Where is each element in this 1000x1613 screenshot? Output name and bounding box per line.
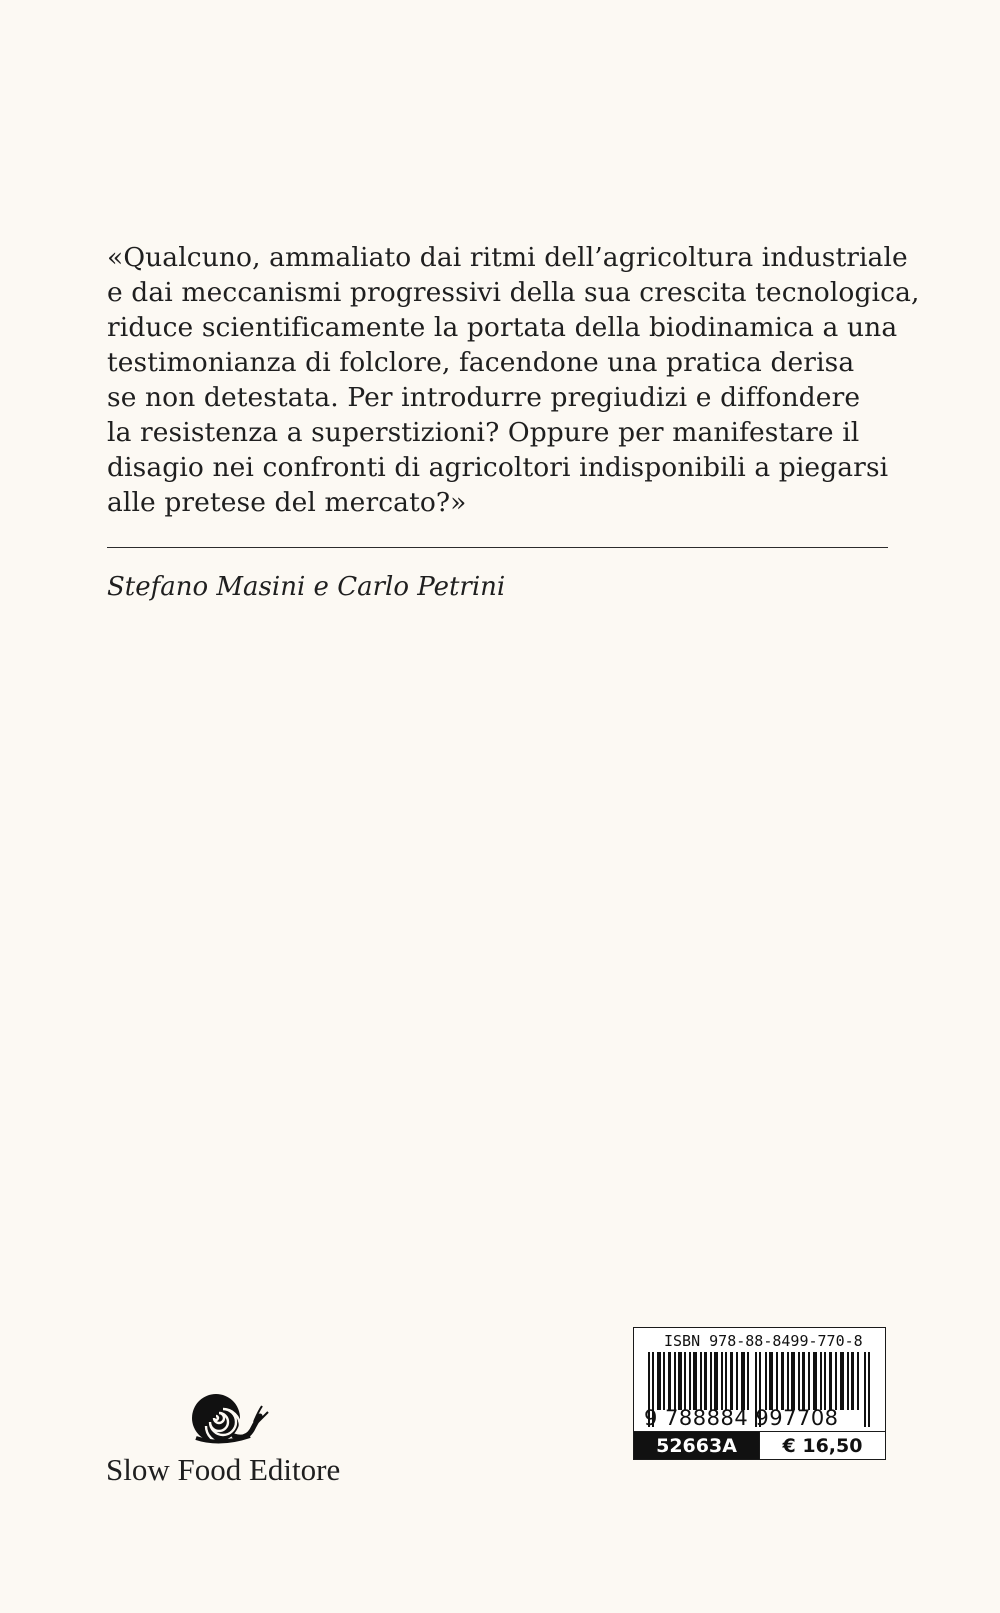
authors-credit: Stefano Masini e Carlo Petrini: [107, 572, 506, 602]
quote-line: riduce scientificamente la portata della biodinamica a una: [107, 312, 898, 343]
price-strip: [634, 1431, 885, 1459]
product-code: 52663A: [634, 1432, 759, 1459]
back-cover-quote: [107, 240, 920, 520]
quote-line: se non detestata. Per introdurre pregiudizi e diffondere: [107, 382, 861, 413]
quote-line: testimonianza di folclore, facendone una pratica derisa: [107, 347, 855, 378]
quote-line: disagio nei confronti di agricoltori indisponibili a piegarsi: [107, 452, 889, 483]
isbn-label: ISBN 978-88-8499-770-8: [664, 1332, 863, 1350]
price-label: € 16,50: [759, 1432, 885, 1459]
divider-rule: [107, 547, 888, 548]
quote-line: alle pretese del mercato?»: [107, 487, 467, 518]
quote-line: la resistenza a superstizioni? Oppure per manifestare il: [107, 417, 860, 448]
snail-logo-icon: [190, 1392, 272, 1448]
barcode-number: 9 788884 997708: [644, 1406, 839, 1430]
isbn-barcode: [633, 1327, 886, 1460]
quote-line: «Qualcuno, ammaliato dai ritmi dell’agricoltura industriale: [107, 242, 908, 273]
quote-line: e dai meccanismi progressivi della sua crescita tecnologica,: [107, 277, 920, 308]
publisher-name: Slow Food Editore: [106, 1452, 341, 1487]
